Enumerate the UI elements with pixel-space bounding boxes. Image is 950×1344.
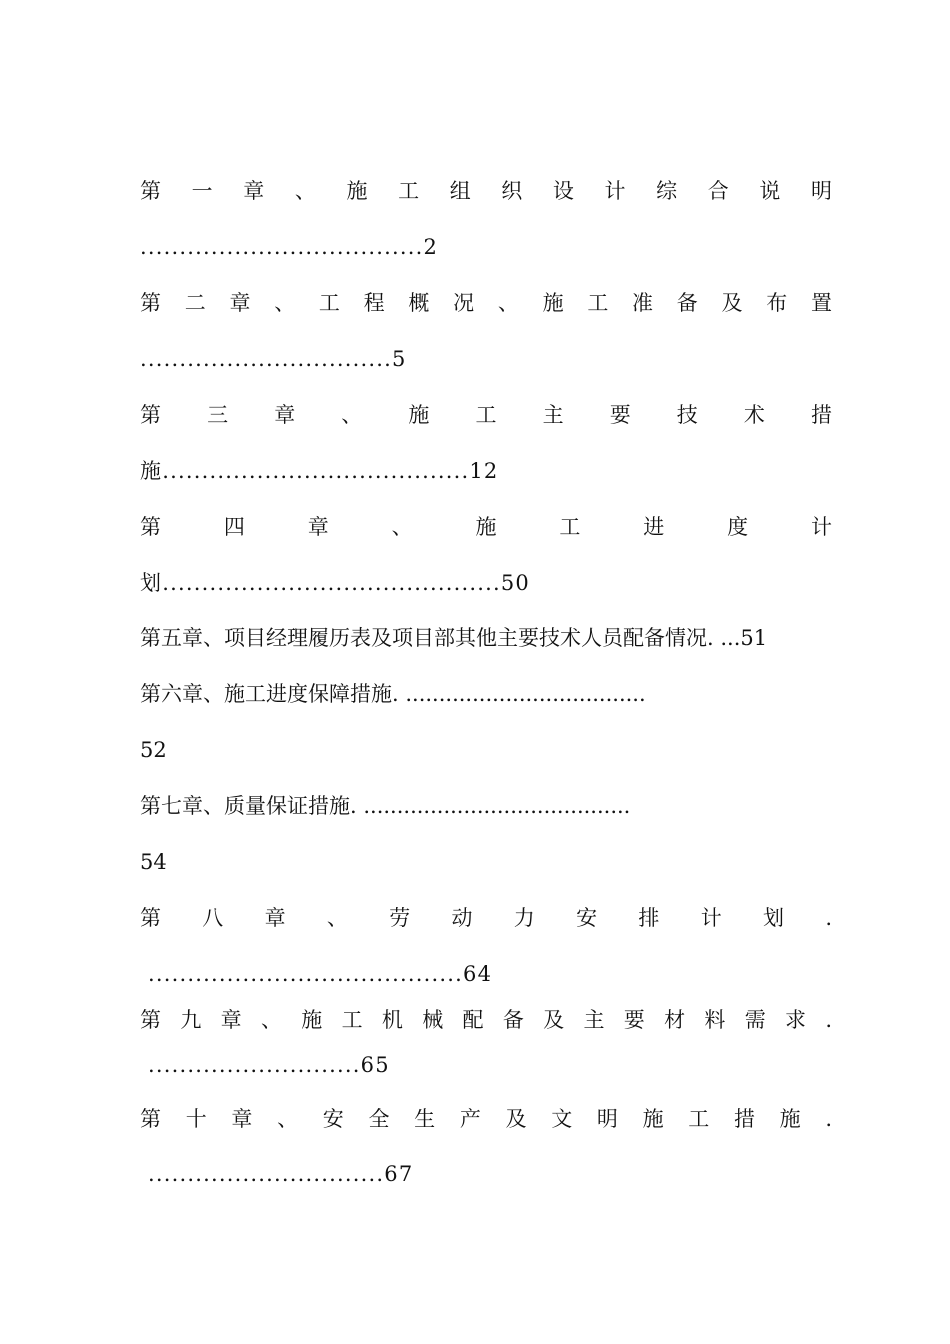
toc-entry-chapter-9-page: ...........................65 [148,1053,390,1077]
toc-entry-chapter-10-page: ..............................67 [148,1162,414,1186]
toc-entry-chapter-9-title: 第 九 章 、 施 工 机 械 配 备 及 主 要 材 料 需 求 . [140,1008,832,1032]
toc-entry-chapter-1-title: 第 一 章 、 施 工 组 织 设 计 综 合 说 明 [140,179,832,203]
toc-entry-chapter-4-page: 划...........................................50 [140,571,530,595]
toc-entry-chapter-6-page: 52 [140,738,167,762]
toc-entry-chapter-8-page: ........................................64 [148,962,493,986]
toc-entry-chapter-2-title: 第 二 章 、 工 程 概 况 、 施 工 准 备 及 布 置 [140,291,832,315]
toc-entry-chapter-7-title: 第七章、质量保证措施. ........................................ [140,794,631,818]
toc-entry-chapter-3-page: 施.......................................12 [140,459,499,483]
toc-entry-chapter-1-page: ....................................2 [140,235,439,259]
toc-entry-chapter-8-title: 第 八 章 、 劳 动 力 安 排 计 划 . [140,906,832,930]
toc-entry-chapter-6-title: 第六章、施工进度保障措施. .................................... [140,682,646,706]
toc-entry-chapter-5: 第五章、项目经理履历表及项目部其他主要技术人员配备情况. ...51 [140,626,768,650]
toc-entry-chapter-4-title: 第 四 章 、 施 工 进 度 计 [140,515,832,539]
toc-entry-chapter-2-page: ................................5 [140,347,407,371]
toc-entry-chapter-7-page: 54 [140,850,167,874]
toc-entry-chapter-3-title: 第 三 章 、 施 工 主 要 技 术 措 [140,403,832,427]
toc-entry-chapter-10-title: 第 十 章 、 安 全 生 产 及 文 明 施 工 措 施 . [140,1107,832,1131]
